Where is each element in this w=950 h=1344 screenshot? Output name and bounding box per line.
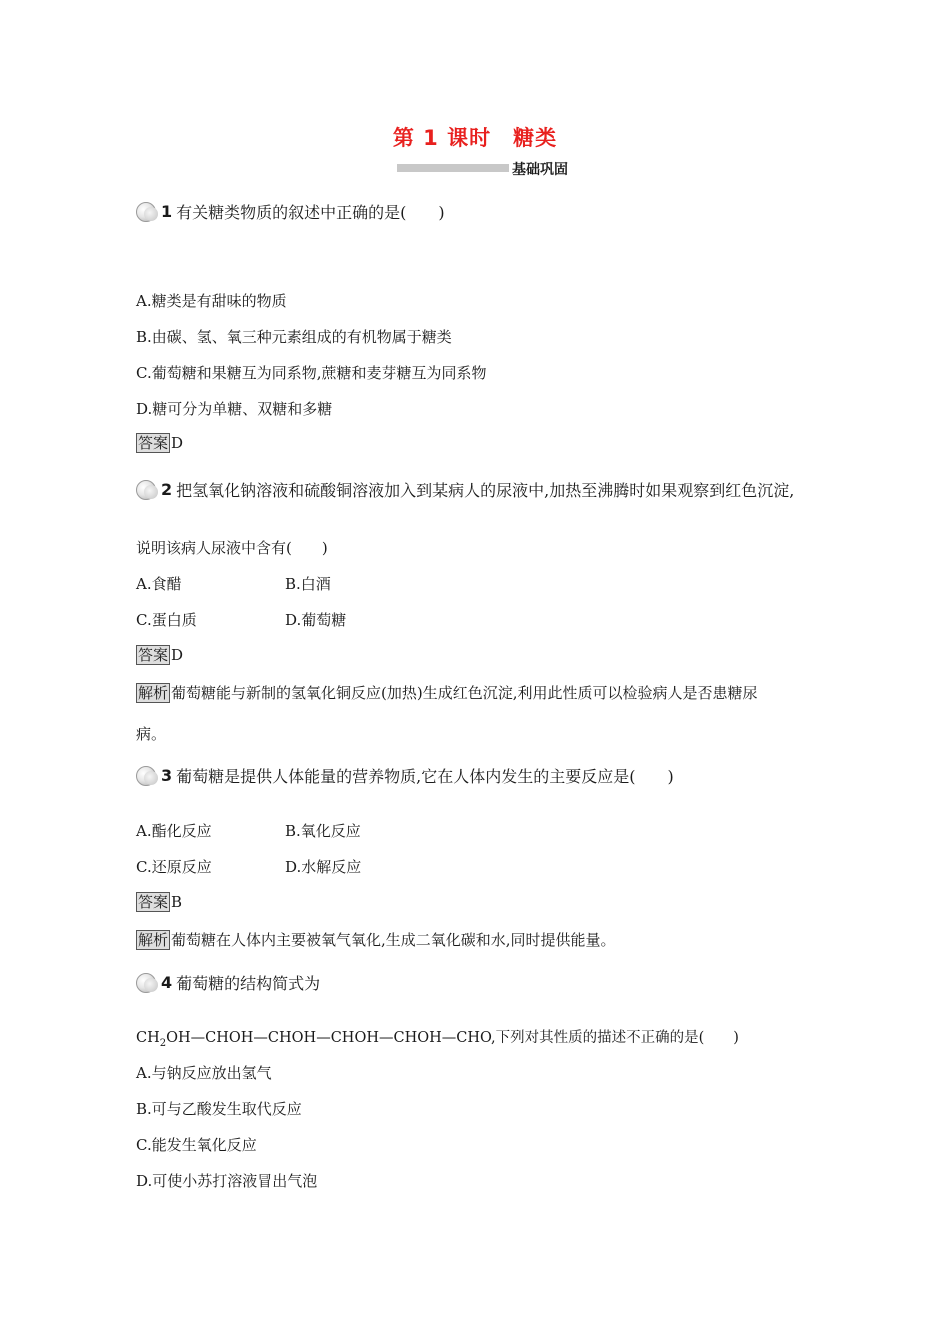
analysis-line: [136, 929, 616, 950]
question-4-header: [136, 971, 320, 994]
analysis-text-continued: 病。: [136, 725, 167, 743]
question-number: 3: [161, 766, 173, 785]
question-number: 4: [161, 973, 173, 992]
answer-tag: 答案: [138, 434, 169, 452]
answer-tag: 答案: [138, 893, 169, 911]
option-c: C.还原反应: [136, 858, 212, 876]
question-marker-icon: [136, 766, 156, 786]
analysis-tag: 解析: [138, 931, 169, 949]
option-a: A.酯化反应: [136, 822, 212, 840]
option-a: A.与钠反应放出氢气: [136, 1064, 272, 1082]
question-marker-icon: [136, 973, 156, 993]
answer-line: [136, 892, 182, 912]
option-d: D.可使小苏打溶液冒出气泡: [136, 1172, 318, 1190]
option-c: C.蛋白质: [136, 611, 197, 629]
question-3-header: [136, 764, 674, 787]
formula-prefix: CH: [136, 1030, 160, 1046]
option-a: A.糖类是有甜味的物质: [136, 292, 287, 310]
page-title: 第 1 课时 糖类: [392, 126, 558, 150]
question-1-header: [136, 200, 445, 223]
analysis-tag: 解析: [138, 684, 169, 702]
question-stem: 葡萄糖是提供人体能量的营养物质,它在人体内发生的主要反应是( ): [176, 767, 674, 786]
answer-value: B: [171, 893, 183, 911]
option-b: B.由碳、氢、氧三种元素组成的有机物属于糖类: [136, 328, 452, 346]
formula-rest: OH—CHOH—CHOH—CHOH—CHOH—CHO,下列对其性质的描述不正确的是( ): [166, 1030, 739, 1046]
analysis-text: 葡萄糖能与新制的氢氧化铜反应(加热)生成红色沉淀,利用此性质可以检验病人是否患糖尿: [171, 684, 758, 702]
question-number: 1: [161, 202, 173, 221]
question-marker-icon: [136, 202, 156, 222]
answer-value: D: [171, 646, 184, 664]
option-b: B.可与乙酸发生取代反应: [136, 1100, 302, 1118]
question-stem: 葡萄糖的结构简式为: [176, 974, 321, 993]
option-d: D.水解反应: [285, 858, 362, 876]
answer-tag: 答案: [138, 646, 169, 664]
question-stem: 有关糖类物质的叙述中正确的是( ): [176, 203, 445, 222]
option-c: C.葡萄糖和果糖互为同系物,蔗糖和麦芽糖互为同系物: [136, 364, 487, 382]
option-a: A.食醋: [136, 575, 182, 593]
analysis-line: [136, 682, 758, 703]
structural-formula-line: [136, 1026, 739, 1049]
analysis-text: 葡萄糖在人体内主要被氧气氧化,生成二氧化碳和水,同时提供能量。: [171, 931, 616, 949]
section-label: 基础巩固: [512, 162, 568, 178]
question-stem: 把氢氧化钠溶液和硫酸铜溶液加入到某病人的尿液中,加热至沸腾时如果观察到红色沉淀,: [176, 481, 795, 500]
section-divider-bar: [397, 164, 509, 172]
question-marker-icon: [136, 480, 156, 500]
answer-value: D: [171, 434, 184, 452]
formula-subscript: 2: [159, 1037, 167, 1049]
option-b: B.氧化反应: [285, 822, 361, 840]
option-b: B.白酒: [285, 575, 331, 593]
question-number: 2: [161, 480, 173, 499]
question-2-header: [136, 478, 794, 501]
answer-line: [136, 433, 183, 453]
option-d: D.葡萄糖: [285, 611, 347, 629]
option-d: D.糖可分为单糖、双糖和多糖: [136, 400, 333, 418]
question-stem-continued: 说明该病人尿液中含有( ): [136, 539, 328, 557]
option-c: C.能发生氧化反应: [136, 1136, 257, 1154]
answer-line: [136, 645, 183, 665]
